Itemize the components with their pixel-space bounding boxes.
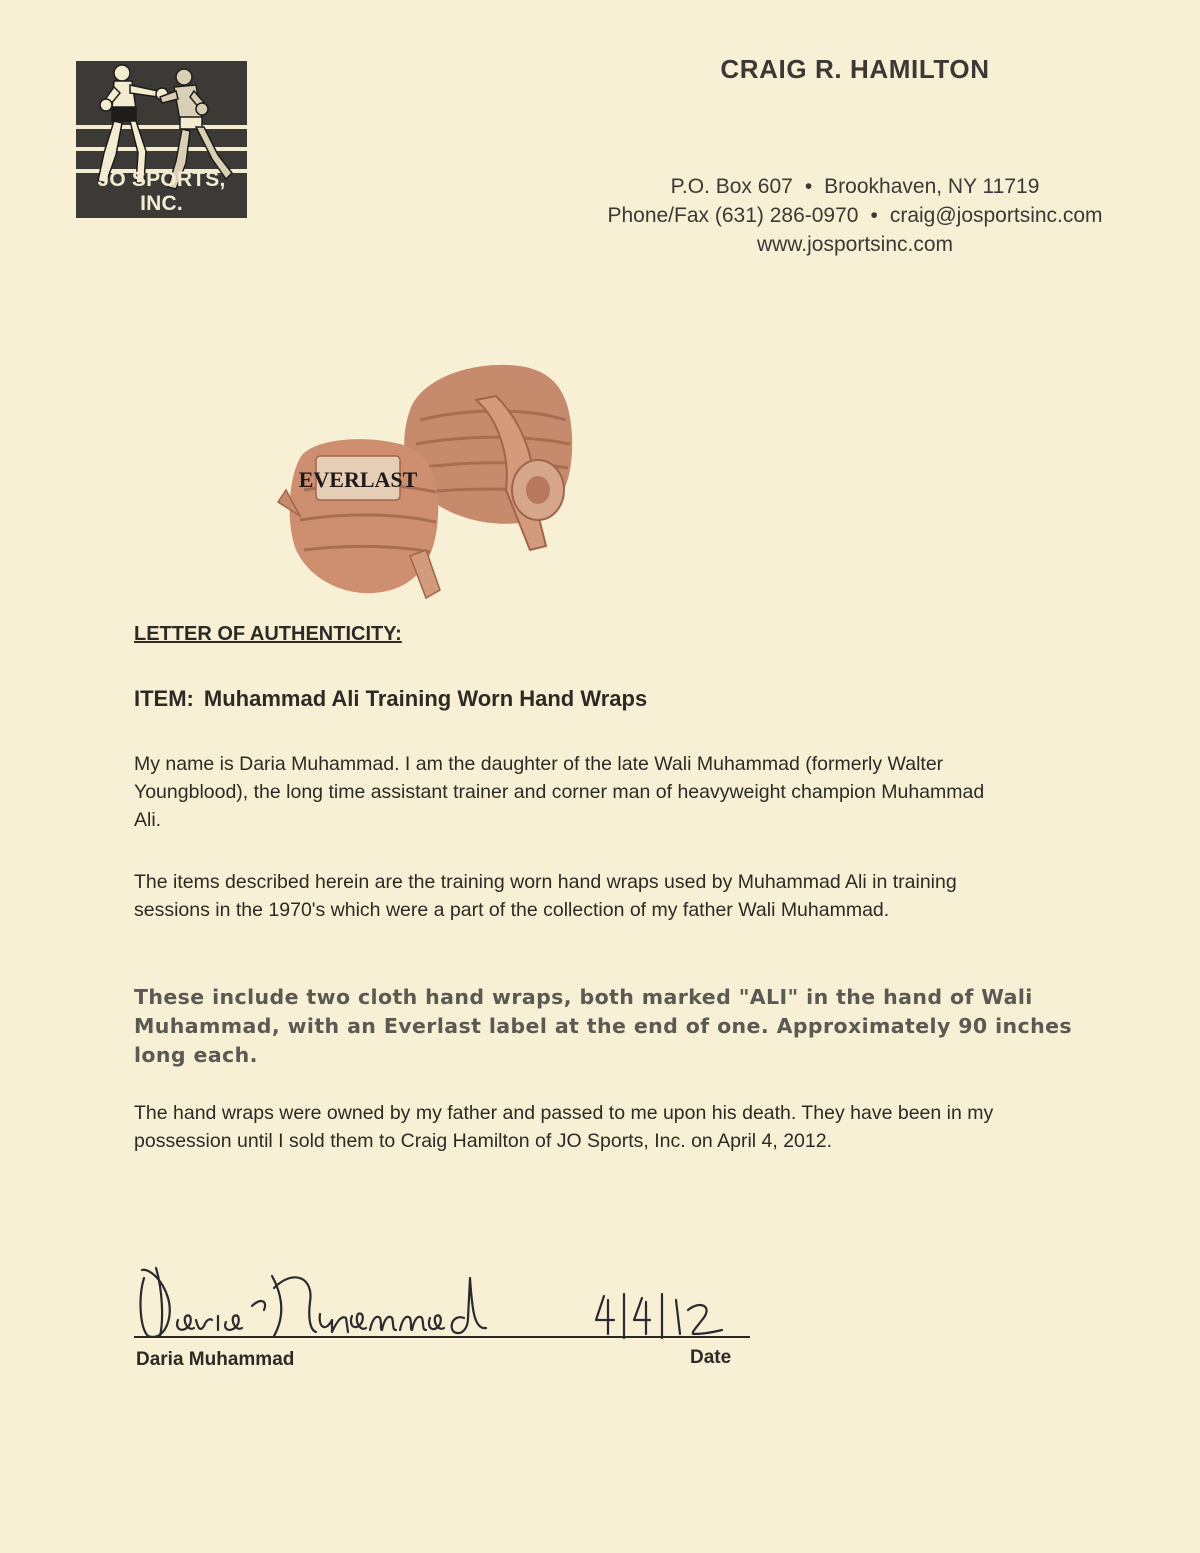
letter-heading: LETTER OF AUTHENTICITY:	[134, 623, 402, 645]
city-state-zip: Brookhaven, NY 11719	[824, 175, 1040, 198]
signature-line	[134, 1336, 750, 1338]
paragraph-provenance: The hand wraps were owned by my father and passed to me upon his death. They have been in my possession until I sold them to Craig Hamilton of JO Sports, Inc. on April 4, 2012.	[134, 1102, 994, 1152]
hand-wrap-left	[278, 439, 440, 598]
phone-fax: Phone/Fax (631) 286-0970	[607, 204, 859, 227]
address-line-2	[540, 201, 1170, 230]
logo-text: JO SPORTS, INC.	[97, 168, 226, 215]
bullet-separator: •	[804, 175, 813, 198]
item-line	[134, 686, 647, 712]
website-link[interactable]: www.josportsinc.com	[756, 233, 954, 256]
item-value: Muhammad Ali Training Worn Hand Wraps	[203, 686, 648, 711]
company-logo	[76, 61, 247, 218]
handwritten-date	[590, 1290, 730, 1340]
bullet-separator: •	[870, 204, 878, 227]
signer-name-label: Daria Muhammad	[136, 1349, 295, 1370]
email-link[interactable]: craig@josportsinc.com	[889, 204, 1103, 227]
paragraph-items: The items described herein are the training worn hand wraps used by Muhammad Ali in training sessions in the 1970's which were a part of the collection of my father Wali Muhammad.	[134, 871, 957, 921]
paragraph-description: These include two cloth hand wraps, both marked "ALI" in the hand of Wali Muhammad, with an Everlast label at the end of one. Approximately 90 inches long each.	[134, 985, 1072, 1067]
letterhead-name: CRAIG R. HAMILTON	[720, 54, 990, 84]
paragraph-introduction: My name is Daria Muhammad. I am the daughter of the late Wali Muhammad (formerly Walter Youngblood), the long time assistant trainer and corner man of heavyweight champion Muhammad Ali.	[134, 753, 985, 831]
letterhead-address	[540, 172, 1170, 259]
date-label: Date	[690, 1347, 732, 1368]
po-box: P.O. Box 607	[670, 175, 793, 198]
handwritten-signature	[134, 1258, 514, 1348]
everlast-label-text: EVERLAST	[298, 467, 418, 492]
item-label: ITEM:	[134, 686, 194, 711]
address-line-1	[540, 172, 1170, 201]
hand-wraps-photo	[270, 340, 590, 610]
